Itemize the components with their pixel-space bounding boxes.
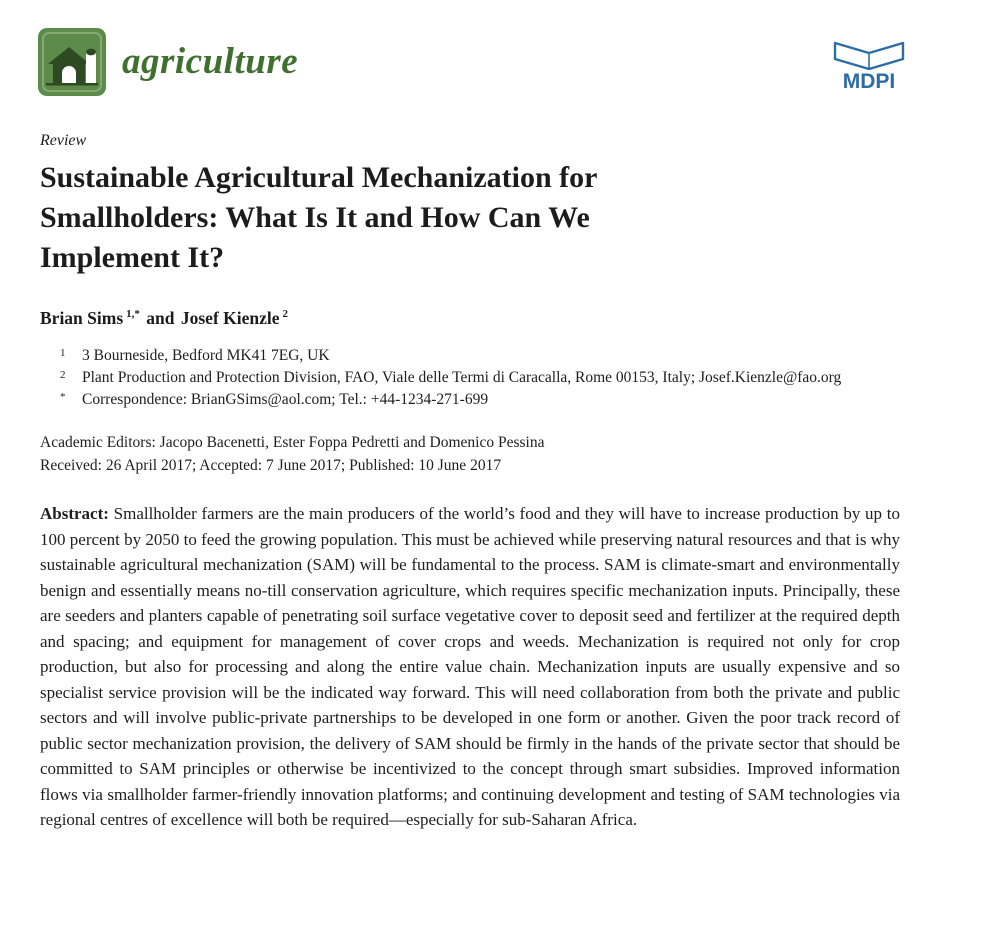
author-2-affil-marker: 2 xyxy=(282,308,289,321)
abstract-text: Smallholder farmers are the main producers of the world’s food and they will have to increase production by up to 100 percent by 2050 to feed the growing population. This must be achieved while preserving natural resources and that is why sustainable agricultural mechanization (SAM) will be fundamental to the process. SAM is climate-smart and environmentally benign and essentially means no-till conservation agriculture, which requires specific mechanization inputs. Principally, these are seeders and planters capable of penetrating soil surface vegetative cover to deposit seed and fertilizer at the required depth and spacing; and equipment for management of cover crops and weeds. Mechanization is required not only for crop production, but also for processing and along the entire value chain. Mechanization inputs are usually expensive and so specialist service provision will be the indicated way forward. This will need collaboration from both the private and public sectors and will involve public-private partnerships to be developed in one form or another. Given the poor track record of public sector mechanization provision, the delivery of SAM should be firmly in the hands of the private sector that should be committed to SAM principles or otherwise be incentivized to the concept through smart subsidies. Improved information flows via smallholder farmer-friendly innovation platforms; and continuing development and testing of SAM technologies via regional centres of excellence will both be required—especially for sub-Saharan Africa. xyxy=(40,504,900,829)
affiliation-row xyxy=(40,367,900,389)
mdpi-logo-icon xyxy=(826,36,912,94)
title-line-1: Sustainable Agricultural Mechanization for xyxy=(40,161,598,194)
journal-brand xyxy=(38,28,298,96)
affiliations-list xyxy=(40,345,900,411)
article-title xyxy=(40,158,900,278)
author-2-name: Josef Kienzle xyxy=(180,308,280,328)
article-content xyxy=(0,132,1000,833)
author-1-affil-marker: 1,* xyxy=(126,308,140,321)
author-1-name: Brian Sims xyxy=(40,308,124,328)
abstract-paragraph xyxy=(40,501,900,833)
journal-name: agriculture xyxy=(122,41,299,82)
affiliation-text: Plant Production and Protection Division, FAO, Viale delle Termi di Caracalla, Rome 00153, Italy; Josef.Kienzle@fao.org xyxy=(82,369,842,386)
abstract-label: Abstract: xyxy=(40,504,109,523)
affiliation-text: 3 Bourneside, Bedford MK41 7EG, UK xyxy=(82,347,330,364)
journal-header xyxy=(0,0,1000,96)
editorial-info xyxy=(40,431,900,477)
affiliation-row xyxy=(40,389,900,411)
correspondence-text: Correspondence: BrianGSims@aol.com; Tel.: +44-1234-271-699 xyxy=(82,391,489,408)
authors-line xyxy=(40,308,900,329)
authors-connector: and xyxy=(146,308,175,328)
affiliation-marker: 2 xyxy=(60,369,66,381)
mdpi-logo-text: MDPI xyxy=(842,70,896,93)
dates-line: Received: 26 April 2017; Accepted: 7 June 2017; Published: 10 June 2017 xyxy=(40,457,502,474)
agriculture-logo-icon xyxy=(38,28,106,96)
academic-editors-line: Academic Editors: Jacopo Bacenetti, Ester Foppa Pedretti and Domenico Pessina xyxy=(40,434,545,451)
title-line-3: Implement It? xyxy=(40,241,225,274)
affiliation-marker: 1 xyxy=(60,347,66,359)
title-line-2: Smallholders: What Is It and How Can We xyxy=(40,201,590,234)
affiliation-row xyxy=(40,345,900,367)
article-type-label: Review xyxy=(40,132,87,149)
correspondence-marker: * xyxy=(60,391,66,403)
